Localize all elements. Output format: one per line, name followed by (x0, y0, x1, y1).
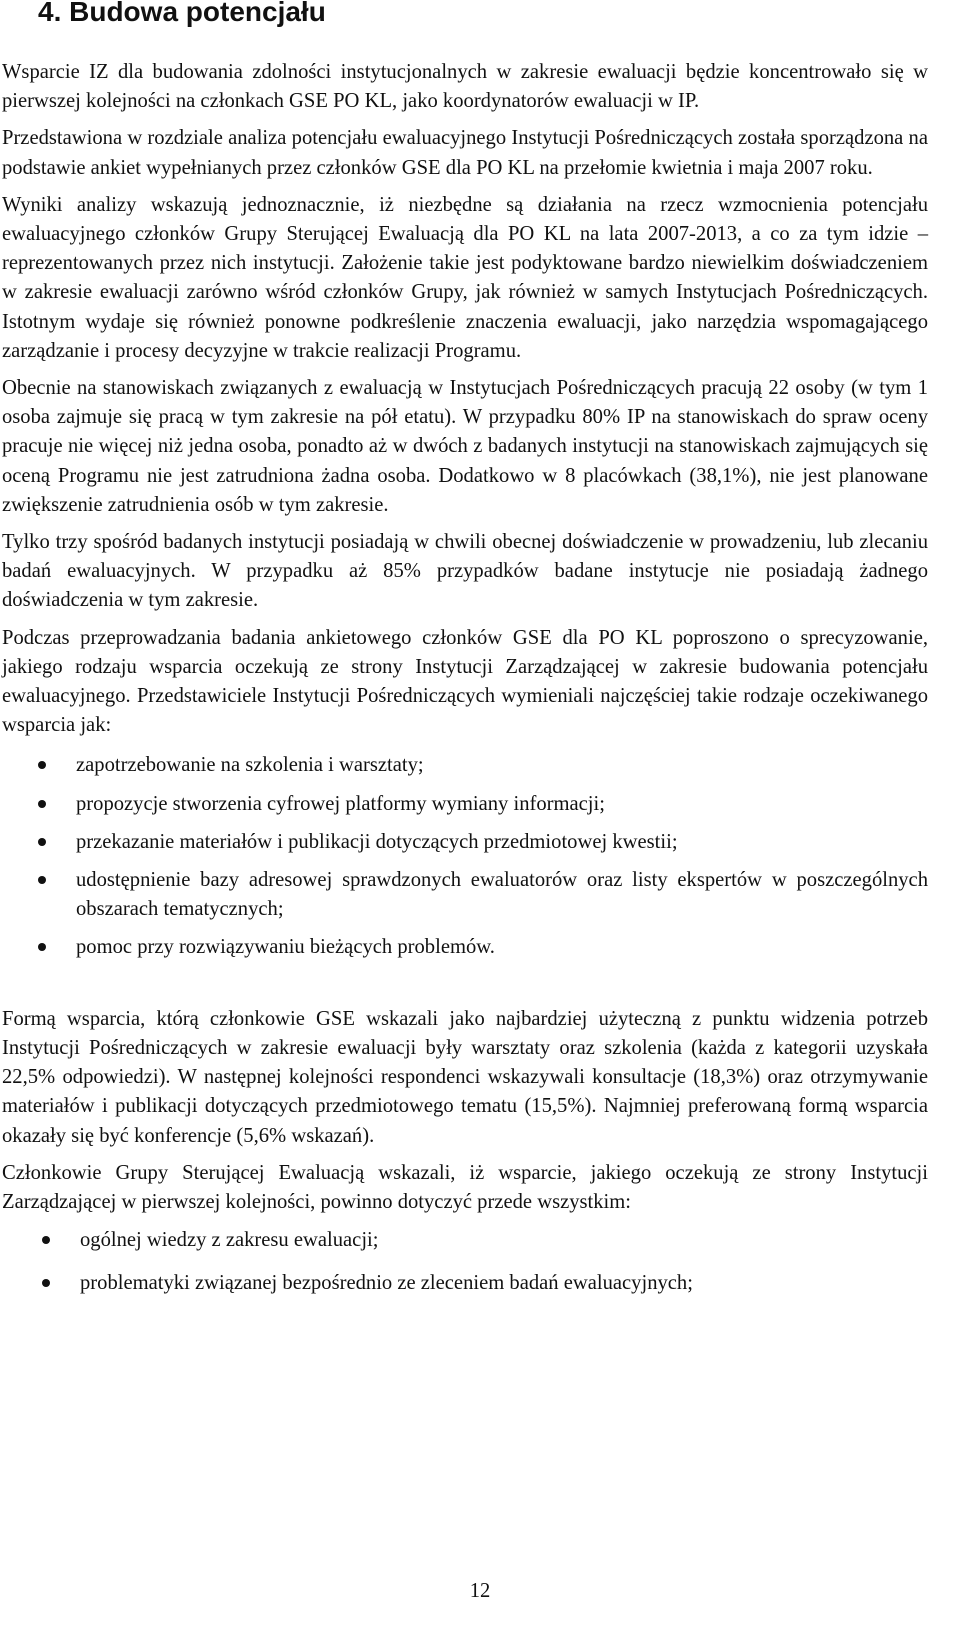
paragraph-analysis-results: Wyniki analizy wskazują jednoznacznie, iż niezbędne są działania na rzecz wzmocnienia potencjału ewaluacyjnego członków Grupy Sterującej Ewaluacją dla PO KL na lata 2007-2013, a co za tym idzie – reprezentowanych przez nich instytucji. Założenie takie jest podyktowane bardzo niewielkim doświadczeniem w zakresie ewaluacji zarówno wśród członków Grupy, jak również w samych Instytucjach Pośredniczących. Istotnym wydaje się również ponowne podkreślenie znaczenia ewaluacji, jako narzędzia wspomagającego zarządzanie i procesy decyzyjne w trakcie realizacji Programu. (2, 193, 928, 362)
paragraph-analysis-source: Przedstawiona w rozdziale analiza potencjału ewaluacyjnego Instytucji Pośredniczących została sporządzona na podstawie ankiet wypełnianych przez członków GSE dla PO KL na przełomie kwietnia i maja 2007 roku. (2, 127, 928, 179)
bullet-icon (38, 943, 46, 951)
list-item-text: przekazanie materiałów i publikacji dotyczących przedmiotowej kwestii; (76, 830, 678, 853)
paragraph-iz-support: Wsparcie IZ dla budowania zdolności instytucjonalnych w zakresie ewaluacji będzie koncentrowało się w pierwszej kolejności na członkach GSE PO KL, jako koordynatorów ewaluacji w IP. (2, 61, 928, 113)
list-item (2, 1269, 928, 1298)
list-item (2, 1226, 928, 1255)
paragraph-gse-expectations: Członkowie Grupy Sterującej Ewaluacją wskazali, iż wsparcie, jakiego oczekują ze strony Instytucji Zarządzającej w pierwszej kolejności, powinno dotyczyć przede wszystkim: (2, 1161, 928, 1213)
list-item-text: pomoc przy rozwiązywaniu bieżących problemów. (76, 936, 495, 959)
section-heading: 4. Budowa potencjału (38, 0, 326, 27)
bullet-icon (38, 838, 46, 846)
expected-support-list (2, 751, 928, 962)
page-number: 12 (469, 1580, 491, 1602)
paragraph-staffing: Obecnie na stanowiskach związanych z ewaluacją w Instytucjach Pośredniczących pracują 22 osoby (w tym 1 osoba zajmuje się pracą w tym zakresie na pół etatu). W przypadku 80% IP na stanowiskach do spraw oceny pracuje nie więcej niż jedna osoba, ponadto aż w dwóch z badanych instytucji na stanowiskach zajmujących się oceną Programu nie jest zatrudniona żadna osoba. Dodatkowo w 8 placówkach (38,1%), nie jest planowane zwiększenie zatrudnienia osób w tym zakresie. (2, 377, 928, 516)
gse-expectations-list (2, 1226, 928, 1298)
bullet-icon (42, 1236, 50, 1244)
list-item (2, 866, 928, 924)
list-item (2, 828, 928, 857)
list-item-text: zapotrzebowanie na szkolenia i warsztaty; (76, 754, 424, 777)
paragraph-experience: Tylko trzy spośród badanych instytucji posiadają w chwili obecnej doświadczenie w prowadzeniu, lub zlecaniu badań ewaluacyjnych. W przypadku aż 85% przypadków badane instytucje nie posiadają żadnego doświadczenia w tym zakresie. (2, 531, 928, 612)
bullet-icon (38, 761, 46, 769)
list-item-text: propozycje stworzenia cyfrowej platformy wymiany informacji; (76, 792, 605, 815)
paragraph-preferred-support: Formą wsparcia, którą członkowie GSE wskazali jako najbardziej użyteczną z punktu widzenia potrzeb Instytucji Pośredniczących w zakresie ewaluacji były warsztaty oraz szkolenia (każda z kategorii uzyskała 22,5% odpowiedzi). W następnej kolejności respondenci wskazywali konsultacje (18,3%) oraz otrzymywanie materiałów i publikacji dotyczących przedmiotowego tematu (15,5%). Najmniej preferowaną formą wsparcia okazały się być konferencje (5,6% wskazań). (2, 1007, 928, 1147)
bullet-icon (38, 800, 46, 808)
bullet-icon (42, 1279, 50, 1287)
list-item (2, 933, 928, 962)
list-item (2, 790, 928, 819)
paragraph-survey-support: Podczas przeprowadzania badania ankietowego członków GSE dla PO KL poproszono o sprecyzowanie, jakiego rodzaju wsparcia oczekują ze strony Instytucji Zarządzającej w zakresie budowania potencjału ewaluacyjnego. Przedstawiciele Instytucji Pośredniczących wymieniali najczęściej takie rodzaje oczekiwanego wsparcia jak: (2, 626, 928, 737)
bullet-icon (38, 876, 46, 884)
list-item-text: udostępnienie bazy adresowej sprawdzonych ewaluatorów oraz listy ekspertów w poszczególnych obszarach tematycznych; (76, 869, 928, 921)
list-item-text: problematyki związanej bezpośrednio ze zleceniem badań ewaluacyjnych; (80, 1272, 693, 1295)
list-item-text: ogólnej wiedzy z zakresu ewaluacji; (80, 1229, 379, 1252)
list-item (2, 751, 928, 780)
